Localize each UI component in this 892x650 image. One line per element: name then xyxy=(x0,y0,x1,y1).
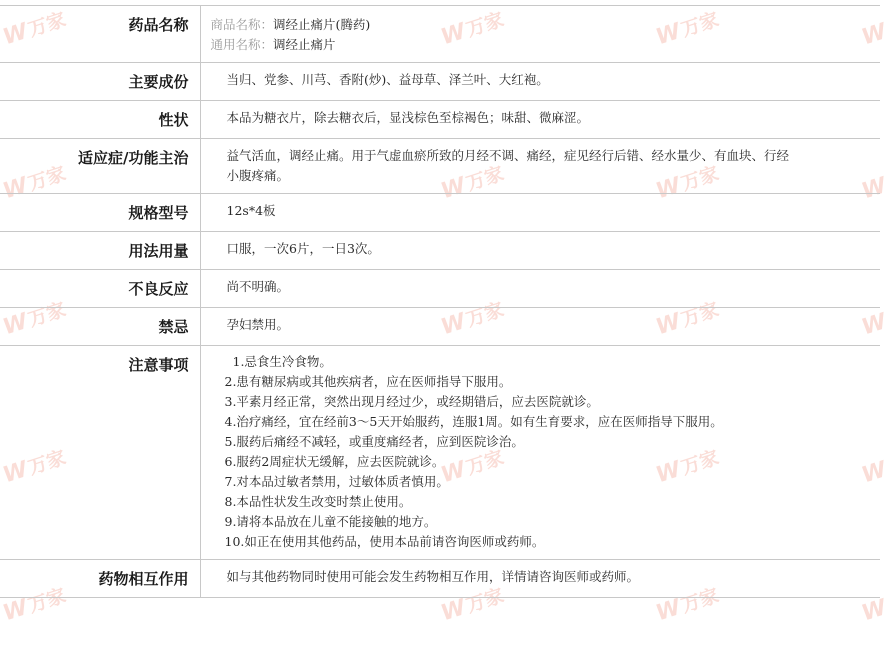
row-label: 不良反应 xyxy=(0,270,200,308)
generic-name-line xyxy=(211,35,871,55)
row-value xyxy=(200,6,880,63)
row-value: 如与其他药物同时使用可能会发生药物相互作用，详情请咨询医师或药师。 xyxy=(200,560,880,598)
generic-name-prefix: 通用名称： xyxy=(210,37,274,52)
row-label: 适应症/功能主治 xyxy=(0,139,200,194)
trade-name: 调经止痛片(腾药) xyxy=(273,17,371,32)
row-value: 尚不明确。 xyxy=(200,270,880,308)
watermark: W万家 xyxy=(438,162,507,205)
list-item: 3.平素月经正常，突然出现月经过少，或经期错后，应去医院就诊。 xyxy=(224,394,599,409)
trade-name-line xyxy=(211,15,871,35)
row-value: 益气活血，调经止痛。用于气虚血瘀所致的月经不调、痛经，症见经行后错、经水量少、有血块、行经小腹疼痛。 xyxy=(200,139,880,194)
watermark: W万家 xyxy=(0,298,69,341)
watermark: W万家 xyxy=(653,298,722,341)
row-adverse-reactions xyxy=(0,270,880,308)
watermark: W xyxy=(858,595,890,627)
watermark: W xyxy=(858,457,890,489)
row-description xyxy=(0,101,880,139)
watermark: W xyxy=(858,173,890,205)
list-item: 8.本品性状发生改变时禁止使用。 xyxy=(224,494,412,509)
row-precautions xyxy=(0,346,880,560)
watermark: W万家 xyxy=(438,8,507,51)
row-drug-name xyxy=(0,6,880,63)
row-dosage xyxy=(0,232,880,270)
watermark: W xyxy=(858,309,890,341)
row-value: 本品为糖衣片，除去糖衣后，显浅棕色至棕褐色；味甜、微麻涩。 xyxy=(200,101,880,139)
drug-spec-table xyxy=(0,5,880,598)
row-label: 药物相互作用 xyxy=(0,560,200,598)
watermark: W万家 xyxy=(653,8,722,51)
generic-name: 调经止痛片 xyxy=(273,37,336,52)
row-drug-interactions xyxy=(0,560,880,598)
row-value: 12s*4板 xyxy=(200,194,880,232)
row-value xyxy=(200,346,880,560)
list-item: 10.如正在使用其他药品，使用本品前请咨询医师或药师。 xyxy=(224,534,545,549)
list-item: 2.患有糖尿病或其他疾病者，应在医师指导下服用。 xyxy=(224,374,512,389)
row-label: 规格型号 xyxy=(0,194,200,232)
watermark: W万家 xyxy=(438,446,507,489)
row-contraindications xyxy=(0,308,880,346)
row-label: 药品名称 xyxy=(0,6,200,63)
trade-name-prefix: 商品名称： xyxy=(210,17,274,32)
list-item: 9.请将本品放在儿童不能接触的地方。 xyxy=(224,514,437,529)
watermark: W万家 xyxy=(0,162,69,205)
watermark: W xyxy=(858,19,890,51)
row-label: 性状 xyxy=(0,101,200,139)
row-value: 孕妇禁用。 xyxy=(200,308,880,346)
watermark: W万家 xyxy=(0,584,69,627)
list-item: 4.治疗痛经，宜在经前3～5天开始服药，连服1周。如有生育要求，应在医师指导下服用。 xyxy=(224,414,723,429)
row-label: 主要成份 xyxy=(0,63,200,101)
row-value: 口服，一次6片，一日3次。 xyxy=(200,232,880,270)
watermark: W万家 xyxy=(0,8,69,51)
watermark: W万家 xyxy=(438,584,507,627)
list-item: 7.对本品过敏者禁用，过敏体质者慎用。 xyxy=(224,474,449,489)
watermark: W万家 xyxy=(0,446,69,489)
row-label: 禁忌 xyxy=(0,308,200,346)
list-item: 6.服药2周症状无缓解，应去医院就诊。 xyxy=(224,454,445,469)
precautions-list xyxy=(225,352,871,552)
list-item: 5.服药后痛经不减轻，或重度痛经者，应到医院诊治。 xyxy=(224,434,524,449)
watermark: W万家 xyxy=(653,162,722,205)
watermark: W万家 xyxy=(438,298,507,341)
list-item: 1.忌食生冷食物。 xyxy=(232,354,332,369)
row-value: 当归、党参、川芎、香附(炒)、益母草、泽兰叶、大红袍。 xyxy=(200,63,880,101)
row-spec xyxy=(0,194,880,232)
row-ingredients xyxy=(0,63,880,101)
row-label: 注意事项 xyxy=(0,346,200,560)
watermark: W万家 xyxy=(653,446,722,489)
row-indications xyxy=(0,139,880,194)
watermark: W万家 xyxy=(653,584,722,627)
row-label: 用法用量 xyxy=(0,232,200,270)
